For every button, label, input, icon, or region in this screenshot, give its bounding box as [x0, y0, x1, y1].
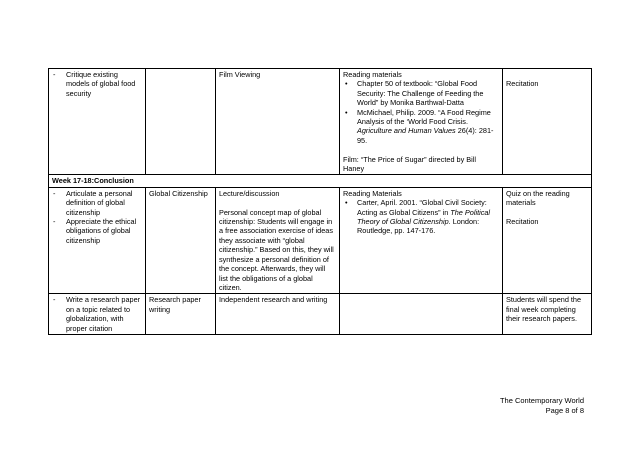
assessment-item: Recitation — [506, 217, 539, 227]
table-row — [49, 69, 592, 175]
objective-item: - Critique existing models of global food security — [52, 70, 142, 98]
journal-title: Agriculture and Human Values — [357, 126, 456, 136]
activity-cell: Film Viewing — [216, 69, 340, 175]
activity-description: Personal concept map of global citizenship: Students will engage in a free association exercise of ideas they associate with “global citizenship.” Based on this, they will synthesize a personal definition of the concept. Afterwards, they will list the obligations of a global citizen. — [219, 207, 334, 292]
materials-heading: Reading materials — [343, 70, 402, 79]
week-row — [49, 175, 592, 187]
page-footer — [500, 396, 584, 416]
syllabus-table — [48, 68, 592, 335]
materials-cell — [340, 187, 503, 293]
assessment-cell — [503, 187, 592, 293]
assessment-cell: Students will spend the final week completing their research papers. — [503, 294, 592, 335]
material-item: • Chapter 50 of textbook: “Global Food Security: The Challenge of Feeding the World” by Monika Barthwal-Datta — [343, 79, 499, 107]
activity-cell — [216, 187, 340, 293]
topic-cell: Global Citizenship — [146, 187, 216, 293]
materials-cell — [340, 69, 503, 175]
table-row — [49, 187, 592, 293]
activity-heading: Lecture/discussion — [219, 188, 280, 198]
objective-cell — [49, 187, 146, 293]
book-title: The Political Theory of Global Citizenship — [357, 207, 491, 227]
table-row — [49, 294, 592, 335]
activity-cell: Independent research and writing — [216, 294, 340, 335]
objective-cell — [49, 294, 146, 335]
materials-cell — [340, 294, 503, 335]
topic-cell — [146, 69, 216, 175]
week-heading: Week 17-18:Conclusion — [49, 175, 592, 187]
material-item: • Carter, April. 2001. “Global Civil Society: Acting as Global Citizens” in The Political Theory of Global Citizenship. London: Routledge, pp. 147-176. — [343, 198, 499, 236]
materials-heading: Reading Materials — [343, 188, 402, 198]
objective-item: - Appreciate the ethical obligations of global citizenship — [52, 217, 142, 245]
film-reference: Film: “The Price of Sugar” directed by Bill Haney — [343, 154, 477, 174]
assessment-cell: Recitation — [503, 69, 592, 175]
page-number: Page 8 of 8 — [545, 406, 584, 415]
objective-item: - Articulate a personal definition of global citizenship — [52, 189, 142, 217]
course-name: The Contemporary World — [499, 396, 584, 405]
assessment-item: Quiz on the reading materials — [506, 188, 570, 208]
objective-cell — [49, 69, 146, 175]
material-item: • McMichael, Philip. 2009. “A Food Regime Analysis of the ‘World Food Crisis. Agriculture and Human Values 26(4): 281-95. — [343, 108, 499, 146]
objective-item: - Write a research paper on a topic related to globalization, with proper citation — [52, 295, 142, 333]
topic-cell: Research paper writing — [146, 294, 216, 335]
